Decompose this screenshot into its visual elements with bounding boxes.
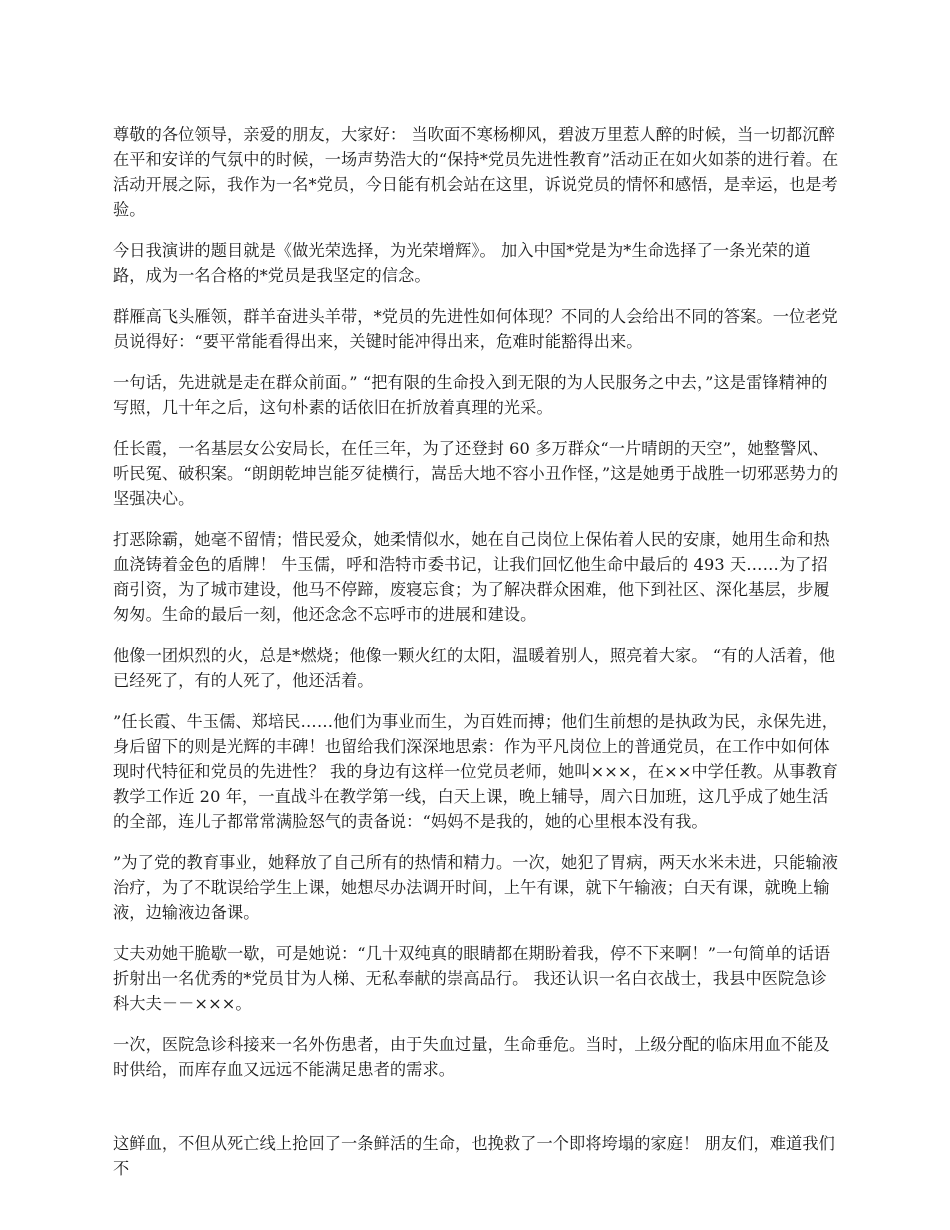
paragraph-fresh-blood: 这鲜血，不但从死亡线上抢回了一条鲜活的生命，也挽救了一个即将垮塌的家庭！ 朋友们，难道我们不 [113, 1134, 835, 1178]
paragraph-burning-fire: 他像一团炽烈的火，总是*燃烧；他像一颗火红的太阳，温暖着别人，照亮着大家。 “有的人活着，他已经死了，有的人死了，他还活着。 [113, 646, 836, 690]
paragraph-gap [113, 1098, 843, 1131]
paragraph-emergency-patient: 一次，医院急诊科接来一名外伤患者，由于失血过量，生命垂危。当时，上级分配的临床用血不能及时供给，而库存血又远远不能满足患者的需求。 [113, 1035, 830, 1079]
paragraph-speech-title: 今日我演讲的题目就是《做光荣选择，为光荣增辉》。 加入中国*党是为*生命选择了一条光荣的道路，成为一名合格的*党员是我坚定的信念。 [113, 241, 811, 285]
paragraph-lei-feng-spirit: 一句话，先进就是走在群众前面。” “把有限的生命投入到无限的为人民服务之中去，”这是雷锋精神的写照，几十年之后，这句朴素的话依旧在折放着真理的光采。 [113, 373, 828, 417]
paragraph-party-member-advanced-nature: 群雁高飞头雁领，群羊奋进头羊带，*党员的先进性如何体现？不同的人会给出不同的答案。一位老党员说得好：“要平常能看得出来，关键时能冲得出来，危难时能豁得出来。 [113, 307, 838, 351]
paragraph-ren-changxia: 任长霞，一名基层女公安局长，在任三年，为了还登封 60 多万群众“一片晴朗的天空”，她整警风、听民冤、破积案。“朗朗乾坤岂能歹徒横行，嵩岳大地不容小丑作怪，”这是她勇于战胜一切邪恶势力的坚强决心。 [113, 439, 839, 508]
paragraph-husband-advice: 丈夫劝她干脆歇一歇，可是她说：“几十双纯真的眼睛都在期盼着我，停不下来啊！”一句简单的话语折射出一名优秀的*党员甘为人梯、无私奉献的崇高品行。 我还认识一名白衣战士，我县中医院急诊科大夫－－×××。 [113, 944, 831, 1013]
paragraph-teacher-example: ”任长霞、牛玉儒、郑培民……他们为事业而生，为百姓而搏；他们生前想的是执政为民，永保先进，身后留下的则是光辉的丰碑！也留给我们深深地思索：作为平凡岗位上的普通党员，在工作中如何体现时代特征和党员的先进性？ 我的身边有这样一位党员老师，她叫×××，在××中学任教。从事教育教学工作近 20 年，一直战斗在教学第一线，白天上课，晚上辅导，周六日加班，这几乎成了她生活的全部，连儿子都常常满脸怒气的责备说：“妈妈不是我的，她的心里根本没有我。 [113, 712, 839, 831]
paragraph-opening-greeting: 尊敬的各位领导，亲爱的朋友，大家好： 当吹面不寒杨柳风，碧波万里惹人醉的时候，当一切都沉醉在平和安详的气氛中的时候，一场声势浩大的“保持*党员先进性教育”活动正在如火如荼的进行着。在活动开展之际，我作为一名*党员，今日能有机会站在这里，诉说党员的情怀和感悟，是幸运，也是考验。 [113, 125, 839, 219]
paragraph-teacher-dedication: ”为了党的教育事业，她释放了自己所有的热情和精力。一次，她犯了胃病，两天水米未进，只能输液治疗，为了不耽误给学生上课，她想尽办法调开时间，上午有课，就下午输液；白天有课，就晚上输液，边输液边备课。 [113, 853, 839, 922]
speech-text-body [113, 122, 843, 1197]
paragraph-niu-yuru: 打恶除霸，她毫不留情；惜民爱众，她柔情似水，她在自己岗位上保佑着人民的安康，她用生命和热血浇铸着金色的盾牌！ 牛玉儒，呼和浩特市委书记，让我们回忆他生命中最后的 493 天……为了招商引资，为了城市建设，他马不停蹄，废寝忘食；为了解决群众困难，他下到社区、深化基层，步履匆匆。生命的最后一刻，他还念念不忘呼市的进展和建设。 [113, 530, 830, 624]
